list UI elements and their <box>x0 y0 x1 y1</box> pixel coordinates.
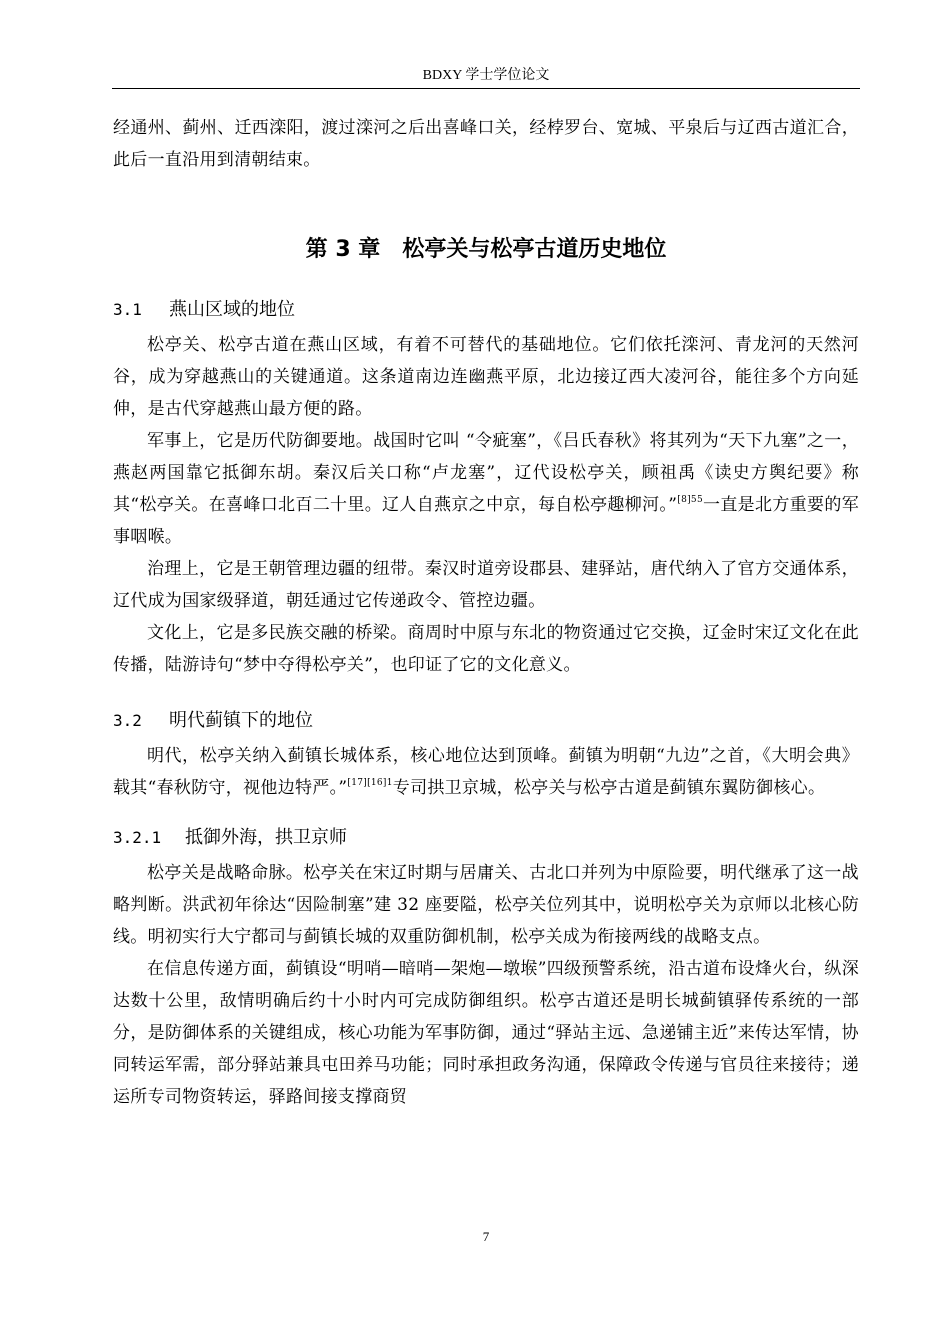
chapter-number: 第 3 章 <box>305 237 381 262</box>
paragraph-text: 明代，松亭关纳入蓟镇长城体系，核心地位达到顶峰。蓟镇为明朝“九边”之首，《大明会典》载其“春秋防守，视他边特严。” <box>113 746 859 798</box>
paragraph-text: 一直是北方重要的军事咽喉。 <box>113 495 859 547</box>
paragraph: 治理上，它是王朝管理边疆的纽带。秦汉时道旁设郡县、建驿站，唐代纳入了官方交通体系，辽代成为国家级驿道，朝廷通过它传递政令、管控边疆。 <box>113 559 859 611</box>
section-heading-3-2 <box>113 705 859 737</box>
section-title: 燕山区域的地位 <box>169 299 295 320</box>
citation: [8]55 <box>677 495 703 505</box>
paragraph: 松亭关、松亭古道在燕山区域，有着不可替代的基础地位。它们依托滦河、青龙河的天然河谷，成为穿越燕山的关键通道。这条道南边连幽燕平原，北边接辽西大凌河谷，能往多个方向延伸，是古代穿越燕山最方便的路。 <box>113 335 859 419</box>
subsection-heading-3-2-1 <box>113 822 859 854</box>
paragraph: 文化上，它是多民族交融的桥梁。商周时中原与东北的物资通过它交换，辽金时宋辽文化在此传播，陆游诗句“梦中夺得松亭关”，也印证了它的文化意义。 <box>113 623 859 675</box>
continuation-paragraph: 经通州、蓟州、迁西滦阳，渡过滦河之后出喜峰口关，经桲罗台、宽城、平泉后与辽西古道汇合，此后一直沿用到清朝结束。 <box>113 118 859 170</box>
running-header: BDXY 学士学位论文 <box>422 68 550 83</box>
paragraph-text: 军事上，它是历代防御要地。战国时它叫 “令疵塞”，《吕氏春秋》将其列为“天下九塞”之一，燕赵两国靠它抵御东胡。秦汉后关口称“卢龙塞”，辽代设松亭关，顾祖禹《读史方舆纪要》称其“松亭关。在喜峰口北百二十里。辽人自燕京之中京，每自松亭趣柳河。” <box>113 431 859 515</box>
section-number: 3.1 <box>113 300 142 319</box>
subsection-title: 抵御外海，拱卫京师 <box>185 827 347 848</box>
paragraph-text: 专司拱卫京城，松亭关与松亭古道是蓟镇东翼防御核心。 <box>392 778 826 798</box>
paragraph: 在信息传递方面，蓟镇设“明哨—暗哨—架炮—墩堠”四级预警系统，沿古道布设烽火台，纵深达数十公里，敌情明确后约十小时内可完成防御组织。松亭古道还是明长城蓟镇驿传系统的一部分，是防御体系的关键组成，核心功能为军事防御，通过“驿站主远、急递铺主近”来传达军情，协同转运军需，部分驿站兼具屯田养马功能；同时承担政务沟通，保障政令传递与官员往来接待；递运所专司物资转运，驿路间接支撑商贸 <box>113 959 859 1107</box>
chapter-heading <box>113 234 859 266</box>
section-title: 明代蓟镇下的地位 <box>169 710 313 731</box>
page-body <box>113 112 859 1113</box>
paragraph: 松亭关是战略命脉。松亭关在宋辽时期与居庸关、古北口并列为中原险要，明代继承了这一战略判断。洪武初年徐达“因险制塞”建 32 座要隘，松亭关位列其中，说明松亭关为京师以北核心防线。明初实行大宁都司与蓟镇长城的双重防御机制，松亭关成为衔接两线的战略支点。 <box>113 863 859 947</box>
header-rule <box>112 88 860 89</box>
subsection-number: 3.2.1 <box>113 828 162 847</box>
citation: [17][16]1 <box>347 778 393 788</box>
paragraph <box>113 425 859 553</box>
chapter-title: 松亭关与松亭古道历史地位 <box>402 237 667 262</box>
section-heading-3-1 <box>113 294 859 326</box>
page-number: 7 <box>482 1229 490 1244</box>
section-number: 3.2 <box>113 711 142 730</box>
paragraph <box>113 740 859 804</box>
